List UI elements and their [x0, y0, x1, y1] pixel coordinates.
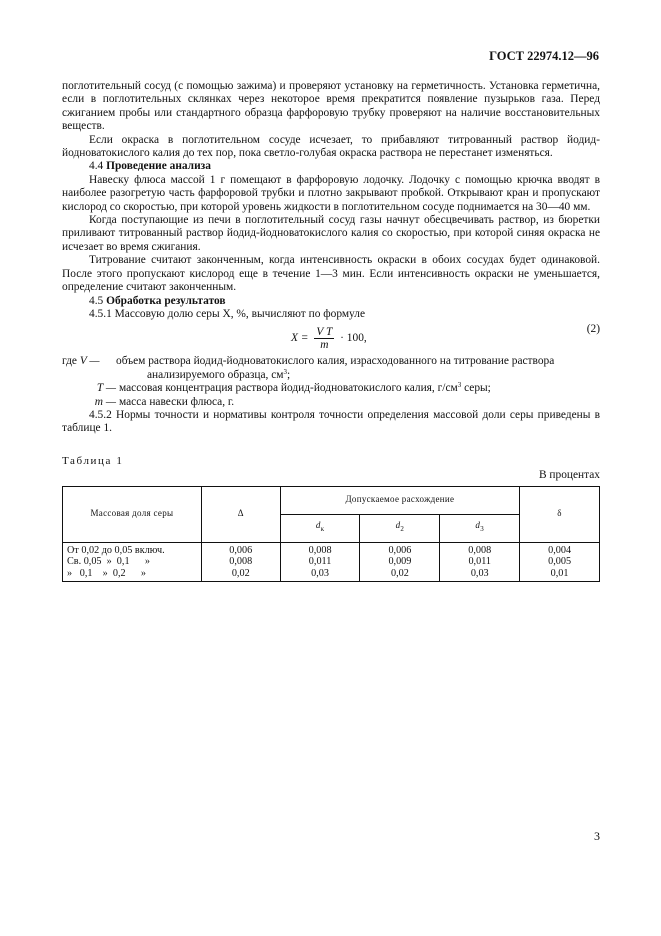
cell-range: От 0,02 до 0,05 включ. — [63, 542, 202, 556]
equation-number: (2) — [586, 323, 600, 336]
formula-lhs: X = — [291, 332, 309, 345]
header-sigma: δ — [520, 486, 600, 542]
formula-rest: · 100, — [340, 332, 367, 345]
table-unit: В процентах — [538, 469, 600, 482]
table-row — [63, 542, 600, 556]
cell-range: » 0,1 » 0,2 » — [63, 568, 202, 582]
legend-text: масса навески флюса, г. — [119, 395, 235, 408]
document-body — [62, 80, 600, 582]
section-number: 4.4 — [89, 160, 104, 173]
cell-delta: 0,006 — [201, 542, 280, 556]
cell-delta: 0,008 — [201, 556, 280, 568]
header-allowable-difference: Допускаемое расхождение — [280, 486, 519, 514]
section-title: Обработка результатов — [106, 294, 226, 307]
cell-range: Св. 0,05 » 0,1 » — [63, 556, 202, 568]
formula-denominator: m — [320, 339, 329, 352]
formula-numerator: V T — [316, 326, 333, 339]
section-number: 4.5 — [89, 294, 104, 307]
section-title: Проведение анализа — [106, 160, 211, 173]
page-number: 3 — [594, 829, 600, 843]
paragraph: Титрование считают законченным, когда интенсивность окраски в обоих сосудах будет одинаковой. После этого пропускают кислород еще в течение 1—3 мин. Если интенсивность окраски не уменьшается, определение считают законченным. — [62, 254, 600, 294]
cell-d2: 0,009 — [360, 556, 440, 568]
cell-dk: 0,008 — [280, 542, 360, 556]
header-d2: $d_2$ — [360, 514, 440, 542]
header-dk: $d_к$ — [280, 514, 360, 542]
header-delta: Δ — [201, 486, 280, 542]
legend-symbol: где V — — [62, 355, 100, 368]
legend-symbol: m — — [94, 395, 116, 408]
legend-text: массовая концентрация раствора йодид-йодноватокислого калия, $г/см^3$ серы; — [119, 381, 491, 395]
cell-d2: 0,02 — [360, 568, 440, 582]
header-d3: $d_3$ — [440, 514, 520, 542]
cell-sigma: 0,005 — [520, 556, 600, 568]
paragraph: Если окраска в поглотительном сосуде исчезает, то прибавляют титрованный раствор йодид-йодноватокислого калия до тех пор, пока светло-голубая окраска раствора не перестанет изменяться. — [62, 133, 600, 160]
accuracy-table — [62, 486, 600, 583]
legend-text: объем раствора йодид-йодноватокислого калия, израсходованного на титрование раствора — [116, 355, 555, 368]
formula-legend — [62, 355, 600, 409]
paragraph-4-5-2: 4.5.2 Нормы точности и нормативы контроля точности определения массовой доли серы приведены в таблице 1. — [62, 408, 600, 435]
cell-delta: 0,02 — [201, 568, 280, 582]
header-mass-fraction: Массовая доля серы — [63, 486, 202, 542]
standard-number: ГОСТ 22974.12—96 — [489, 49, 599, 63]
paragraph: Когда поступающие из печи в поглотительный сосуд газы начнут обесцвечивать раствор, из бюретки приливают титрованный раствор йодид-йодноватокислого калия со скоростью, при которой синяя окраска не исчезает во время сжигания. — [62, 214, 600, 253]
formula — [62, 323, 600, 353]
table-row — [63, 568, 600, 582]
paragraph: поглотительный сосуд (с помощью зажима) и проверяют установку на герметичность. Установка герметична, если в поглотительных склянках через некоторое время прекратится появление пузырьков газа. Перед сжиганием пробы или стандартного образца фарфоровую трубку проверяют на наличие восстановительных веществ. — [62, 80, 600, 133]
cell-d2: 0,006 — [360, 542, 440, 556]
cell-d3: 0,011 — [440, 556, 520, 568]
cell-sigma: 0,004 — [520, 542, 600, 556]
section-heading-4-5 — [89, 295, 600, 308]
legend-symbol: T — — [96, 382, 116, 395]
table-caption: Таблица 1 — [62, 454, 124, 467]
section-heading-4-4 — [89, 160, 600, 173]
table-row — [63, 556, 600, 568]
cell-d3: 0,03 — [440, 568, 520, 582]
paragraph-4-5-1: 4.5.1 Массовую долю серы X, %, вычисляют по формуле — [89, 307, 365, 320]
cell-sigma: 0,01 — [520, 568, 600, 582]
paragraph: Навеску флюса массой 1 г помещают в фарфоровую лодочку. Лодочку с помощью крючка вводят в наиболее разогретую часть фарфоровой трубки и плотно закрывают пробкой. Открывают кран и пропускают кислород со скоростью, при которой уровень жидкости в поглотительном сосуде поднимается на 30—40 мм. — [62, 173, 600, 213]
cell-dk: 0,03 — [280, 568, 360, 582]
formula-fraction — [314, 326, 334, 351]
cell-dk: 0,011 — [280, 556, 360, 568]
cell-d3: 0,008 — [440, 542, 520, 556]
legend-text: анализируемого образца, $см^3$; — [147, 367, 291, 381]
